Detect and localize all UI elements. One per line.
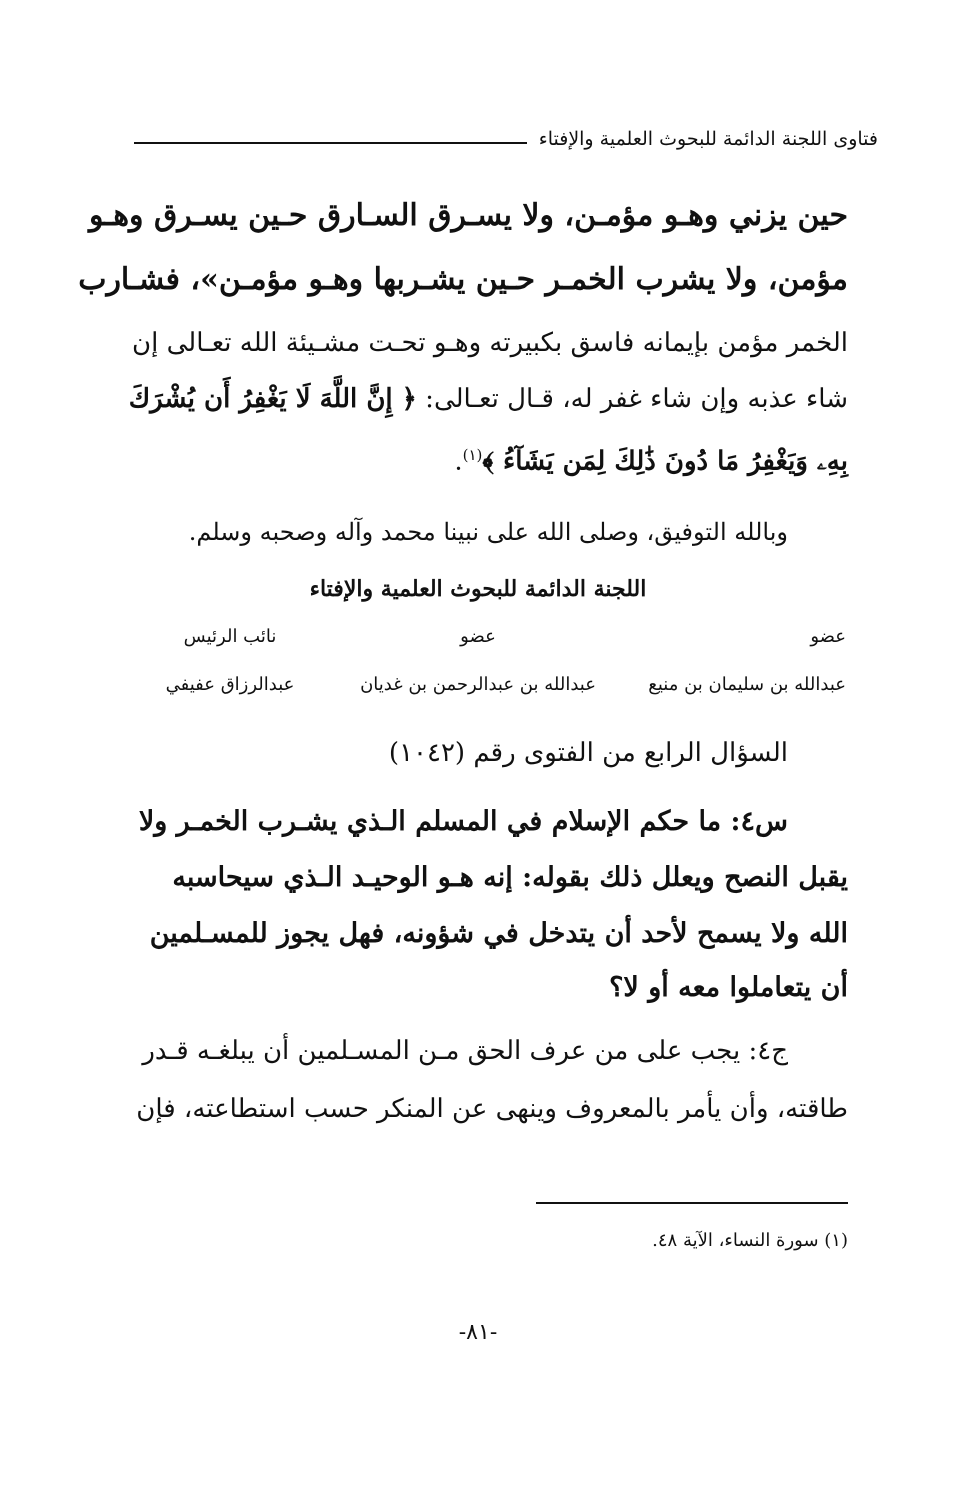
running-header <box>134 128 878 150</box>
question-line-2: يقبل النصح ويعلل ذلك بقوله: إنه هـو الوحيـد الـذي سيحاسبه <box>172 862 848 893</box>
committee-name: اللجنة الدائمة للبحوث العلمية والإفتاء <box>309 576 647 602</box>
header-rule <box>134 142 527 144</box>
paragraph-line-1: حين يزني وهـو مؤمـن، ولا يسـرق السـارق حـين يسـرق وهـو <box>88 198 848 233</box>
paragraph-line-4-text: شاء عذبه وإن شاء غفر له، قـال تعـالى: <box>416 384 848 414</box>
question-line-4: أن يتعاملوا معه أو لا؟ <box>609 972 848 1003</box>
footnote: (١) سورة النساء، الآية ٤٨. <box>652 1230 848 1251</box>
paragraph-line-3: الخمر مؤمن بإيمانه فاسق بكبيرته وهـو تحـت مشـيئة الله تعـالى إن <box>132 328 848 358</box>
paragraph-line-4 <box>128 384 848 414</box>
signature-name-2: عبدالله بن عبدالرحمن بن غديان <box>360 674 596 695</box>
quran-verse-part-2: بِهِۦ وَيَغْفِرُ مَا دُونَ ذَٰلِكَ لِمَن يَشَآءُ ﴾ <box>482 446 848 477</box>
footnote-separator <box>536 1202 848 1204</box>
signature-title-1: عضو <box>810 626 846 647</box>
question-heading: السؤال الرابع من الفتوى رقم (١٠٤٢) <box>388 738 788 768</box>
answer-line-1: ج٤: يجب على من عرف الحق مـن المسـلمين أن يبلغـه قـدر <box>142 1036 788 1066</box>
signature-name-1: عبدالله بن سليمان بن منيع <box>648 674 846 695</box>
signature-title-2: عضو <box>460 626 496 647</box>
closing-formula: وبالله التوفيق، وصلى الله على نبينا محمد وآله وصحبه وسلم. <box>188 518 788 546</box>
quran-verse-part-1: ﴿ إِنَّ اللَّهَ لَا يَغْفِرُ أَن يُشْرَكَ <box>128 384 417 414</box>
paragraph-line-5 <box>134 446 848 478</box>
signature-title-3: نائب الرئيس <box>183 626 277 647</box>
paragraph-line-2: مؤمن، ولا يشرب الخمـر حـين يشـربها وهـو مؤمـن»، فشـارب <box>78 262 848 297</box>
footnote-reference: (١) <box>462 446 483 464</box>
signature-titles <box>0 626 956 647</box>
signature-name-3: عبدالرزاق عفيفي <box>165 674 295 695</box>
answer-line-2: طاقته، وأن يأمر بالمعروف وينهى عن المنكر حسب استطاعته، فإن <box>136 1094 848 1124</box>
paragraph-line-5-end: . <box>454 446 463 477</box>
question-line-3: الله ولا يسمح لأحد أن يتدخل في شؤونه، فهل يجوز للمسـلمين <box>149 918 848 949</box>
signature-names <box>0 674 956 695</box>
question-line-1: س٤: ما حكم الإسلام في المسلم الـذي يشـرب الخمـر ولا <box>138 806 788 837</box>
page-number: -٨١- <box>458 1320 498 1345</box>
header-title: فتاوى اللجنة الدائمة للبحوث العلمية والإفتاء <box>538 128 878 150</box>
